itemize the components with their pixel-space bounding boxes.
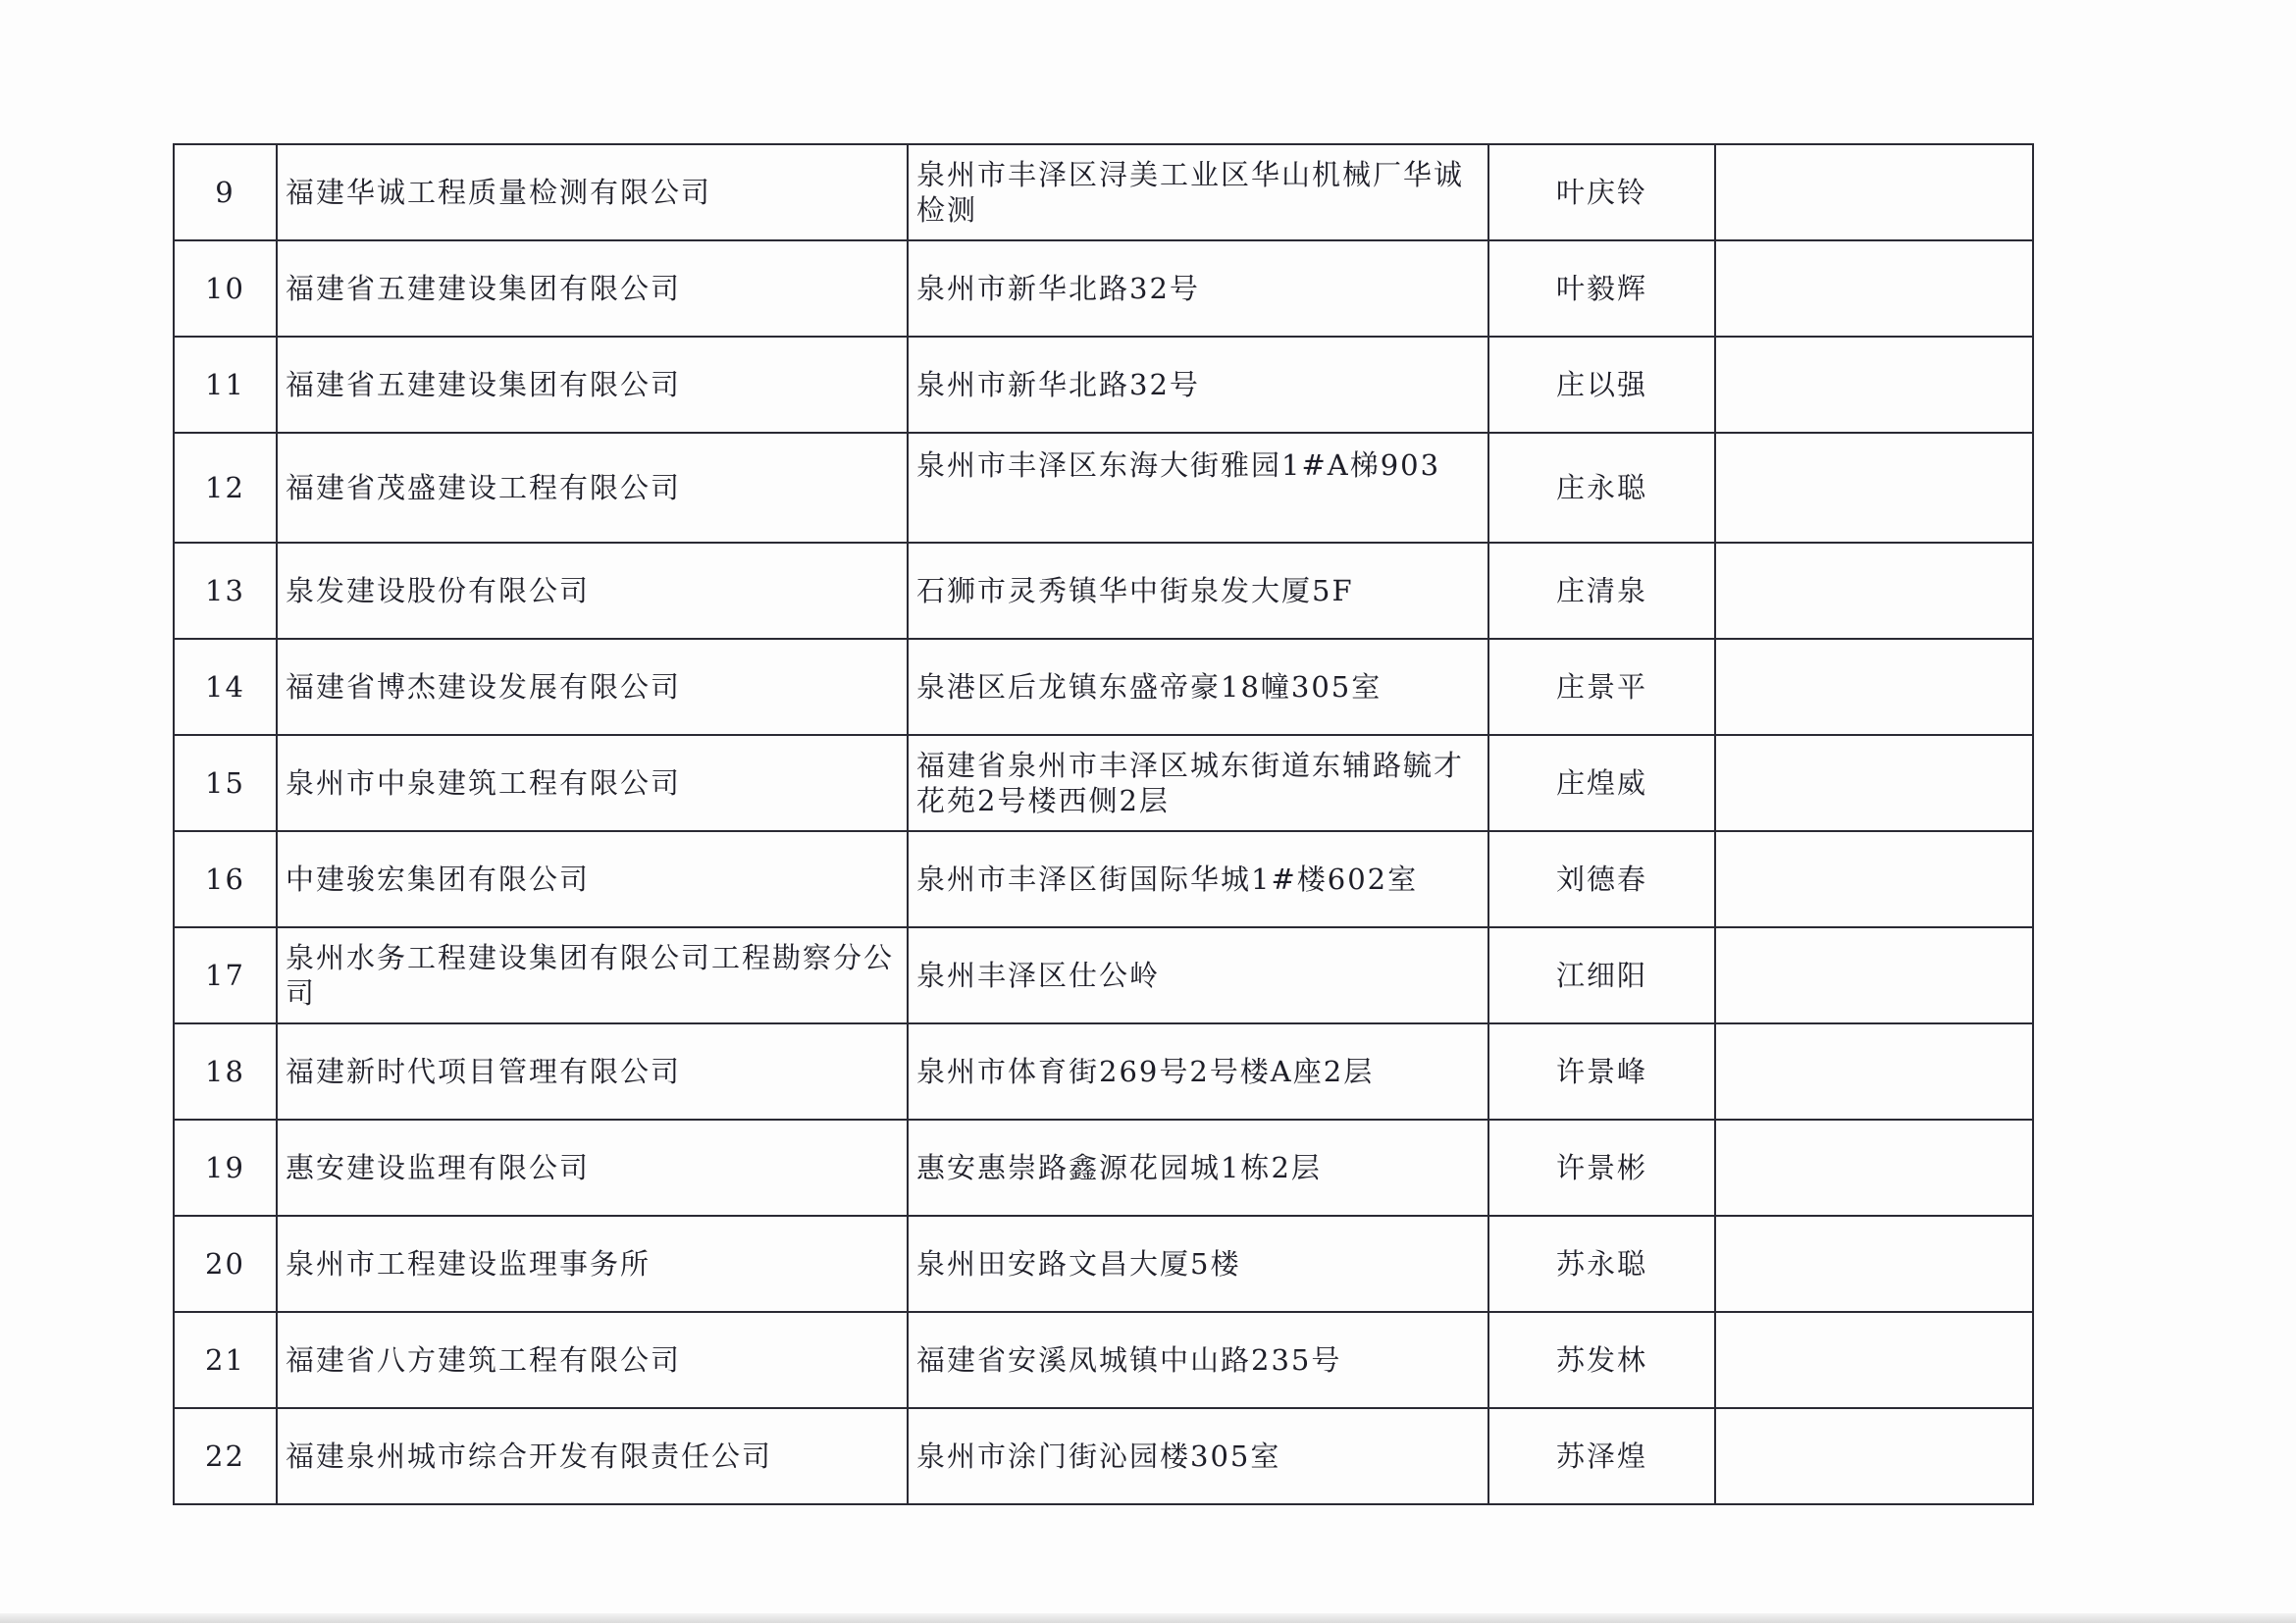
table-row [174, 1120, 2033, 1216]
company-address: 泉港区后龙镇东盛帝豪18幢305室 [908, 639, 1488, 735]
table-row [174, 1408, 2033, 1504]
row-number: 22 [174, 1408, 277, 1504]
company-address: 泉州市丰泽区浔美工业区华山机械厂华诚检测 [908, 144, 1488, 240]
row-number: 19 [174, 1120, 277, 1216]
table-row [174, 240, 2033, 337]
table-row [174, 543, 2033, 639]
company-name: 福建新时代项目管理有限公司 [277, 1023, 908, 1120]
person-name: 叶庆铃 [1488, 144, 1715, 240]
company-name: 泉州市中泉建筑工程有限公司 [277, 735, 908, 831]
person-name: 庄永聪 [1488, 433, 1715, 543]
company-address: 泉州市丰泽区街国际华城1#楼602室 [908, 831, 1488, 927]
company-address: 石狮市灵秀镇华中街泉发大厦5F [908, 543, 1488, 639]
table-row [174, 831, 2033, 927]
remarks-cell [1715, 240, 2033, 337]
company-address: 泉州田安路文昌大厦5楼 [908, 1216, 1488, 1312]
person-name: 许景峰 [1488, 1023, 1715, 1120]
row-number: 14 [174, 639, 277, 735]
person-name: 庄以强 [1488, 337, 1715, 433]
person-name: 庄清泉 [1488, 543, 1715, 639]
company-address: 泉州市新华北路32号 [908, 240, 1488, 337]
remarks-cell [1715, 1023, 2033, 1120]
table-row [174, 1023, 2033, 1120]
company-address: 泉州丰泽区仕公岭 [908, 927, 1488, 1023]
company-address: 泉州市体育街269号2号楼A座2层 [908, 1023, 1488, 1120]
remarks-cell [1715, 337, 2033, 433]
row-number: 17 [174, 927, 277, 1023]
company-name: 中建骏宏集团有限公司 [277, 831, 908, 927]
row-number: 11 [174, 337, 277, 433]
row-number: 10 [174, 240, 277, 337]
person-name: 庄煌威 [1488, 735, 1715, 831]
company-address: 泉州市涂门街沁园楼305室 [908, 1408, 1488, 1504]
remarks-cell [1715, 433, 2033, 543]
remarks-cell [1715, 831, 2033, 927]
remarks-cell [1715, 1408, 2033, 1504]
remarks-cell [1715, 543, 2033, 639]
row-number: 15 [174, 735, 277, 831]
table-row [174, 1312, 2033, 1408]
person-name: 庄景平 [1488, 639, 1715, 735]
company-address: 惠安惠崇路鑫源花园城1栋2层 [908, 1120, 1488, 1216]
company-name: 福建泉州城市综合开发有限责任公司 [277, 1408, 908, 1504]
company-name: 福建华诚工程质量检测有限公司 [277, 144, 908, 240]
row-number: 12 [174, 433, 277, 543]
company-name: 泉发建设股份有限公司 [277, 543, 908, 639]
remarks-cell [1715, 735, 2033, 831]
row-number: 20 [174, 1216, 277, 1312]
company-name: 惠安建设监理有限公司 [277, 1120, 908, 1216]
table-row [174, 927, 2033, 1023]
table-row [174, 735, 2033, 831]
company-name: 福建省五建建设集团有限公司 [277, 240, 908, 337]
person-name: 苏永聪 [1488, 1216, 1715, 1312]
company-name: 泉州市工程建设监理事务所 [277, 1216, 908, 1312]
company-name: 福建省博杰建设发展有限公司 [277, 639, 908, 735]
person-name: 苏泽煌 [1488, 1408, 1715, 1504]
company-address: 泉州市丰泽区东海大街雅园1#A梯903 [908, 433, 1488, 543]
person-name: 许景彬 [1488, 1120, 1715, 1216]
table-row [174, 639, 2033, 735]
table-row [174, 1216, 2033, 1312]
company-name: 福建省五建建设集团有限公司 [277, 337, 908, 433]
remarks-cell [1715, 639, 2033, 735]
company-name: 福建省茂盛建设工程有限公司 [277, 433, 908, 543]
person-name: 苏发林 [1488, 1312, 1715, 1408]
row-number: 18 [174, 1023, 277, 1120]
remarks-cell [1715, 1312, 2033, 1408]
remarks-cell [1715, 144, 2033, 240]
row-number: 16 [174, 831, 277, 927]
company-name: 泉州水务工程建设集团有限公司工程勘察分公司 [277, 927, 908, 1023]
row-number: 21 [174, 1312, 277, 1408]
person-name: 江细阳 [1488, 927, 1715, 1023]
company-address: 福建省泉州市丰泽区城东街道东辅路毓才花苑2号楼西侧2层 [908, 735, 1488, 831]
row-number: 9 [174, 144, 277, 240]
company-address: 泉州市新华北路32号 [908, 337, 1488, 433]
table-row [174, 144, 2033, 240]
table-row [174, 337, 2033, 433]
person-name: 刘德春 [1488, 831, 1715, 927]
remarks-cell [1715, 1120, 2033, 1216]
remarks-cell [1715, 927, 2033, 1023]
person-name: 叶毅辉 [1488, 240, 1715, 337]
company-name: 福建省八方建筑工程有限公司 [277, 1312, 908, 1408]
personnel-table [173, 143, 2034, 1505]
scan-bottom-edge [0, 1613, 2296, 1623]
remarks-cell [1715, 1216, 2033, 1312]
company-address: 福建省安溪凤城镇中山路235号 [908, 1312, 1488, 1408]
table-row [174, 433, 2033, 543]
row-number: 13 [174, 543, 277, 639]
